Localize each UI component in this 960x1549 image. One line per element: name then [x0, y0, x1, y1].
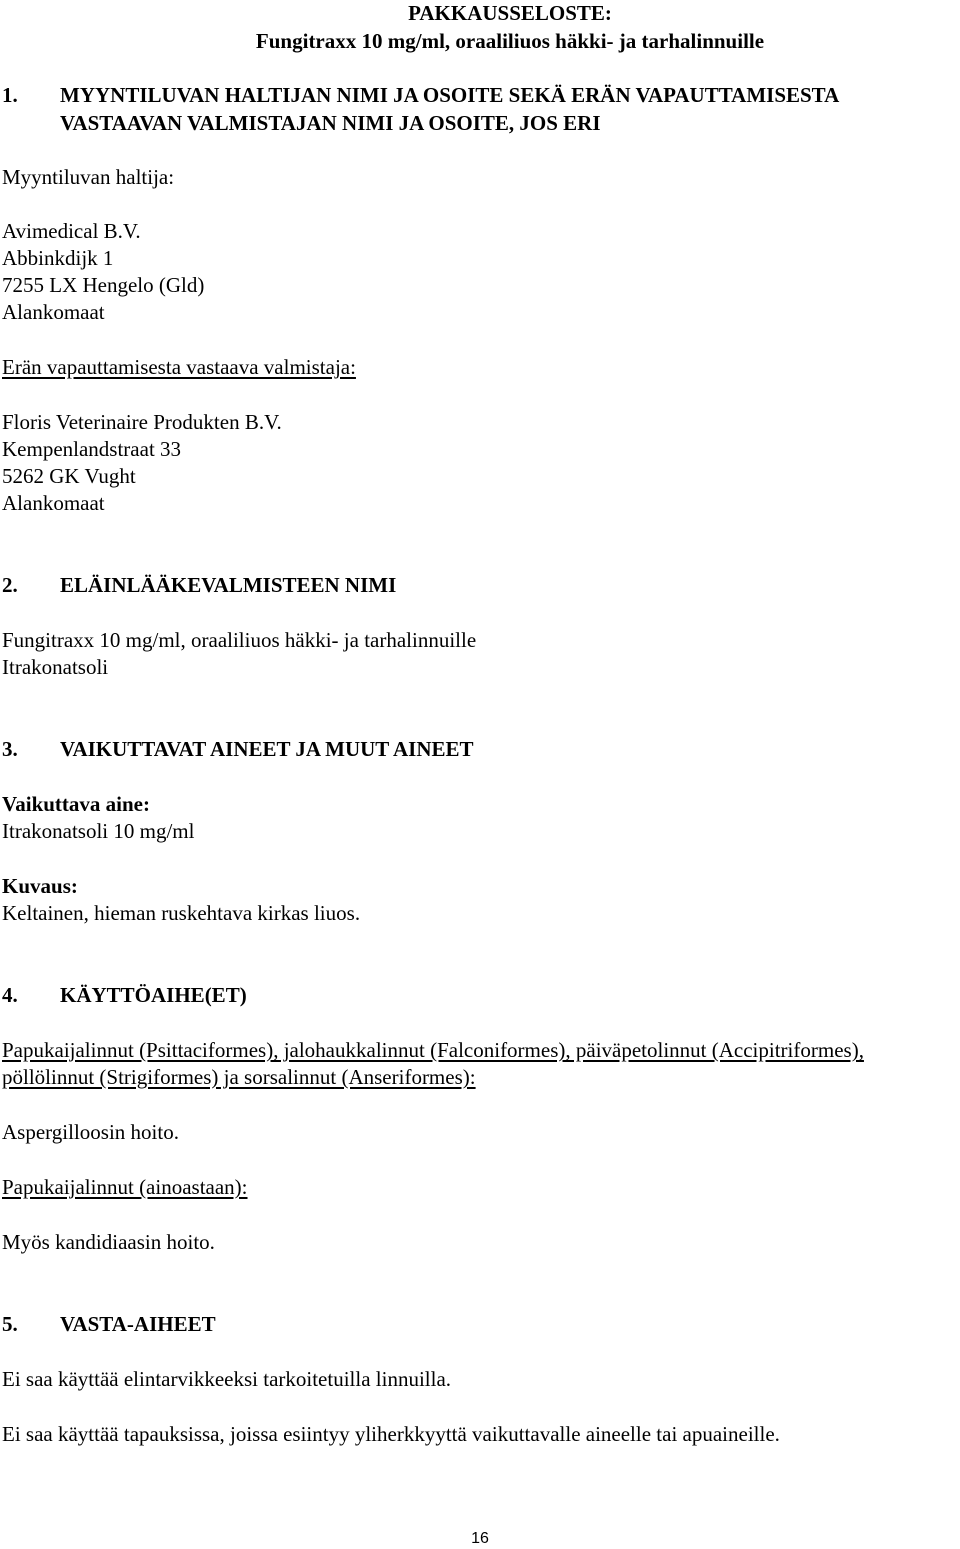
- holder-country: Alankomaat: [2, 300, 105, 324]
- active-substance-label: Vaikuttava aine:: [2, 792, 150, 816]
- indication-aspergillosis: Aspergilloosin hoito.: [2, 1120, 179, 1144]
- section-number: 1.: [2, 83, 18, 107]
- manufacturer-name: Floris Veterinaire Produkten B.V.: [2, 410, 282, 434]
- manufacturer-country: Alankomaat: [2, 491, 105, 515]
- section-title: KÄYTTÖAIHE(ET): [60, 983, 247, 1007]
- section-title: ELÄINLÄÄKEVALMISTEEN NIMI: [60, 573, 397, 597]
- leaflet-title: PAKKAUSSELOSTE:: [408, 1, 612, 25]
- indication-candidiasis: Myös kandidiaasin hoito.: [2, 1230, 215, 1254]
- manufacturer-street: Kempenlandstraat 33: [2, 437, 182, 461]
- species-list-line-1: Papukaijalinnut (Psittaciformes), jalohaukkalinnut (Falconiformes), päiväpetolinnut (Accipitriformes),: [2, 1038, 864, 1062]
- holder-street: Abbinkdijk 1: [2, 246, 114, 270]
- active-substance-value: Itrakonatsoli 10 mg/ml: [2, 819, 195, 843]
- contraindication-hypersensitivity: Ei saa käyttää tapauksissa, joissa esiintyy yliherkkyyttä vaikuttavalle aineelle tai apuaineille.: [2, 1422, 780, 1446]
- section-title: VAIKUTTAVAT AINEET JA MUUT AINEET: [60, 737, 474, 761]
- section-1-heading: [2, 82, 839, 108]
- section-3-heading: [2, 736, 474, 762]
- parrots-only-label: Papukaijalinnut (ainoastaan):: [2, 1175, 248, 1199]
- description-value: Keltainen, hieman ruskehtava kirkas liuos.: [2, 901, 361, 925]
- holder-name: Avimedical B.V.: [2, 219, 141, 243]
- description-label: Kuvaus:: [2, 874, 78, 898]
- section-title: MYYNTILUVAN HALTIJAN NIMI JA OSOITE SEKÄ ERÄN VAPAUTTAMISESTA: [60, 83, 840, 107]
- page-number: 16: [471, 1530, 489, 1547]
- product-subtitle: Fungitraxx 10 mg/ml, oraaliliuos häkki- ja tarhalinnuille: [255, 29, 765, 53]
- contraindication-food-birds: Ei saa käyttää elintarvikkeeksi tarkoitetuilla linnuilla.: [2, 1367, 452, 1391]
- holder-label: Myyntiluvan haltija:: [2, 165, 175, 189]
- section-1-heading-cont: VASTAAVAN VALMISTAJAN NIMI JA OSOITE, JOS ERI: [60, 111, 601, 135]
- section-5-heading: [2, 1311, 216, 1337]
- section-title: VASTA-AIHEET: [60, 1312, 216, 1336]
- product-name: Fungitraxx 10 mg/ml, oraaliliuos häkki- ja tarhalinnuille: [2, 628, 477, 652]
- section-number: 2.: [2, 573, 18, 597]
- species-list-line-2: pöllölinnut (Strigiformes) ja sorsalinnut (Anseriformes):: [2, 1065, 476, 1089]
- section-number: 4.: [2, 983, 18, 1007]
- section-4-heading: [2, 982, 247, 1008]
- manufacturer-label: Erän vapauttamisesta vastaava valmistaja:: [2, 355, 356, 379]
- section-number: 3.: [2, 737, 18, 761]
- section-number: 5.: [2, 1312, 18, 1336]
- manufacturer-city: 5262 GK Vught: [2, 464, 136, 488]
- section-2-heading: [2, 572, 396, 598]
- holder-city: 7255 LX Hengelo (Gld): [2, 273, 205, 297]
- active-substance-name: Itrakonatsoli: [2, 655, 109, 679]
